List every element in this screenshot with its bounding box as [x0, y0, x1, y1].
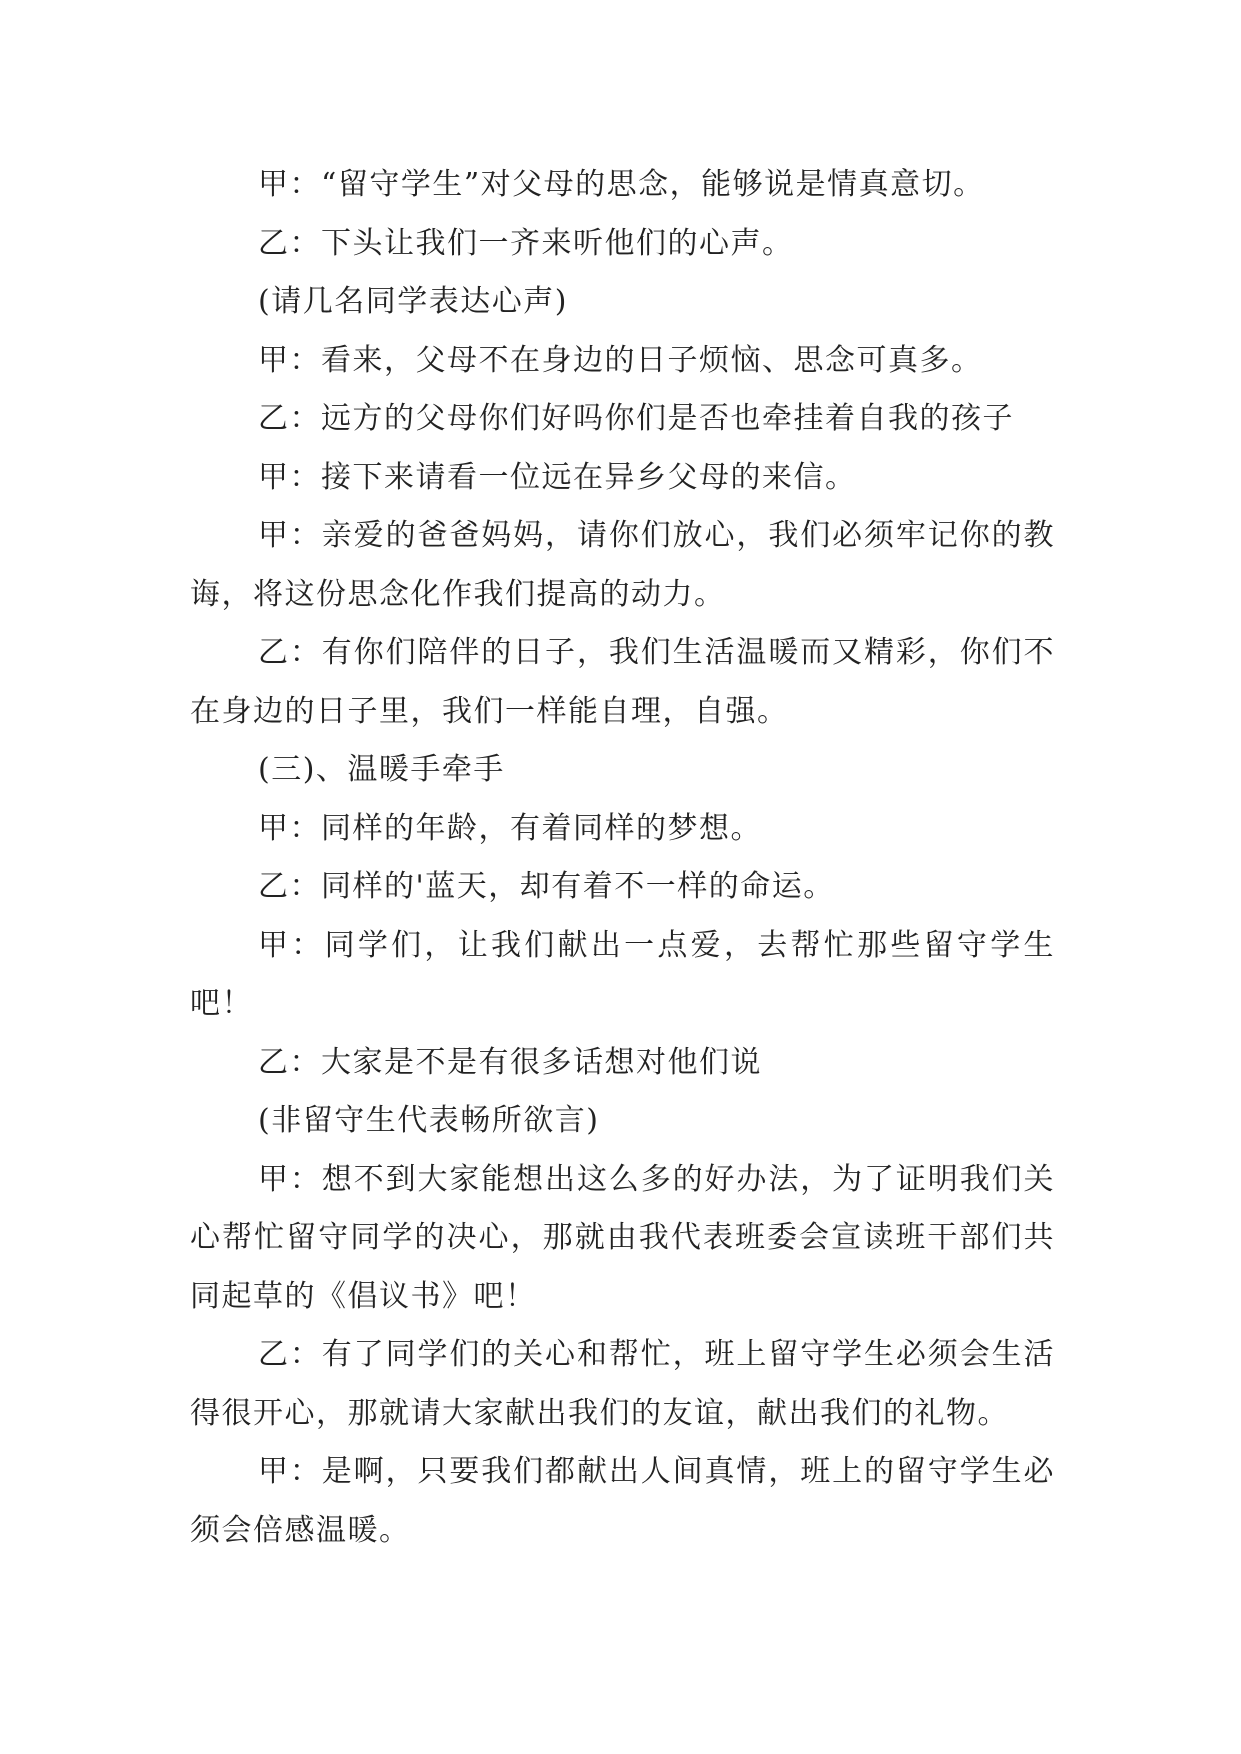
paragraph: 乙：远方的父母你们好吗你们是否也牵挂着自我的孩子 [258, 401, 1014, 436]
paragraph: 甲：看来，父母不在身边的日子烦恼、思念可真多。 [258, 342, 983, 378]
paragraph: 乙：大家是不是有很多话想对他们说 [258, 1044, 762, 1080]
paragraph: 甲：是啊，只要我们都献出人间真情，班上的留守学生必须会倍感温暖。 [190, 1454, 1055, 1548]
paragraph: 乙：同样的'蓝天，却有着不一样的命运。 [258, 869, 835, 904]
paragraph: (三)、温暖手牵手 [258, 752, 505, 787]
paragraph: 甲：同学们，让我们献出一点爱，去帮忙那些留守学生吧！ [190, 927, 1055, 1021]
paragraph: 乙：有了同学们的关心和帮忙，班上留守学生必须会生活得很开心，那就请大家献出我们的友谊，献出我们的礼物。 [190, 1337, 1055, 1431]
paragraph: 甲：“留守学生”对父母的思念，能够说是情真意切。 [258, 167, 985, 202]
paragraph: 乙：有你们陪伴的日子，我们生活温暖而又精彩，你们不在身边的日子里，我们一样能自理，自强。 [190, 635, 1055, 729]
paragraph: 甲：同样的年龄，有着同样的梦想。 [258, 810, 762, 846]
paragraph: (非留守生代表畅所欲言) [258, 1103, 600, 1138]
paragraph: (请几名同学表达心声) [258, 284, 568, 319]
paragraph: 甲：接下来请看一位远在异乡父母的来信。 [258, 459, 857, 495]
document-body [190, 156, 1055, 1560]
paragraph: 甲：想不到大家能想出这么多的好办法，为了证明我们关心帮忙留守同学的决心，那就由我代表班委会宣读班干部们共同起草的《倡议书》吧！ [190, 1161, 1055, 1314]
paragraph: 乙：下头让我们一齐来听他们的心声。 [258, 225, 794, 261]
paragraph: 甲：亲爱的爸爸妈妈，请你们放心，我们必须牢记你的教诲，将这份思念化作我们提高的动力。 [190, 518, 1055, 612]
